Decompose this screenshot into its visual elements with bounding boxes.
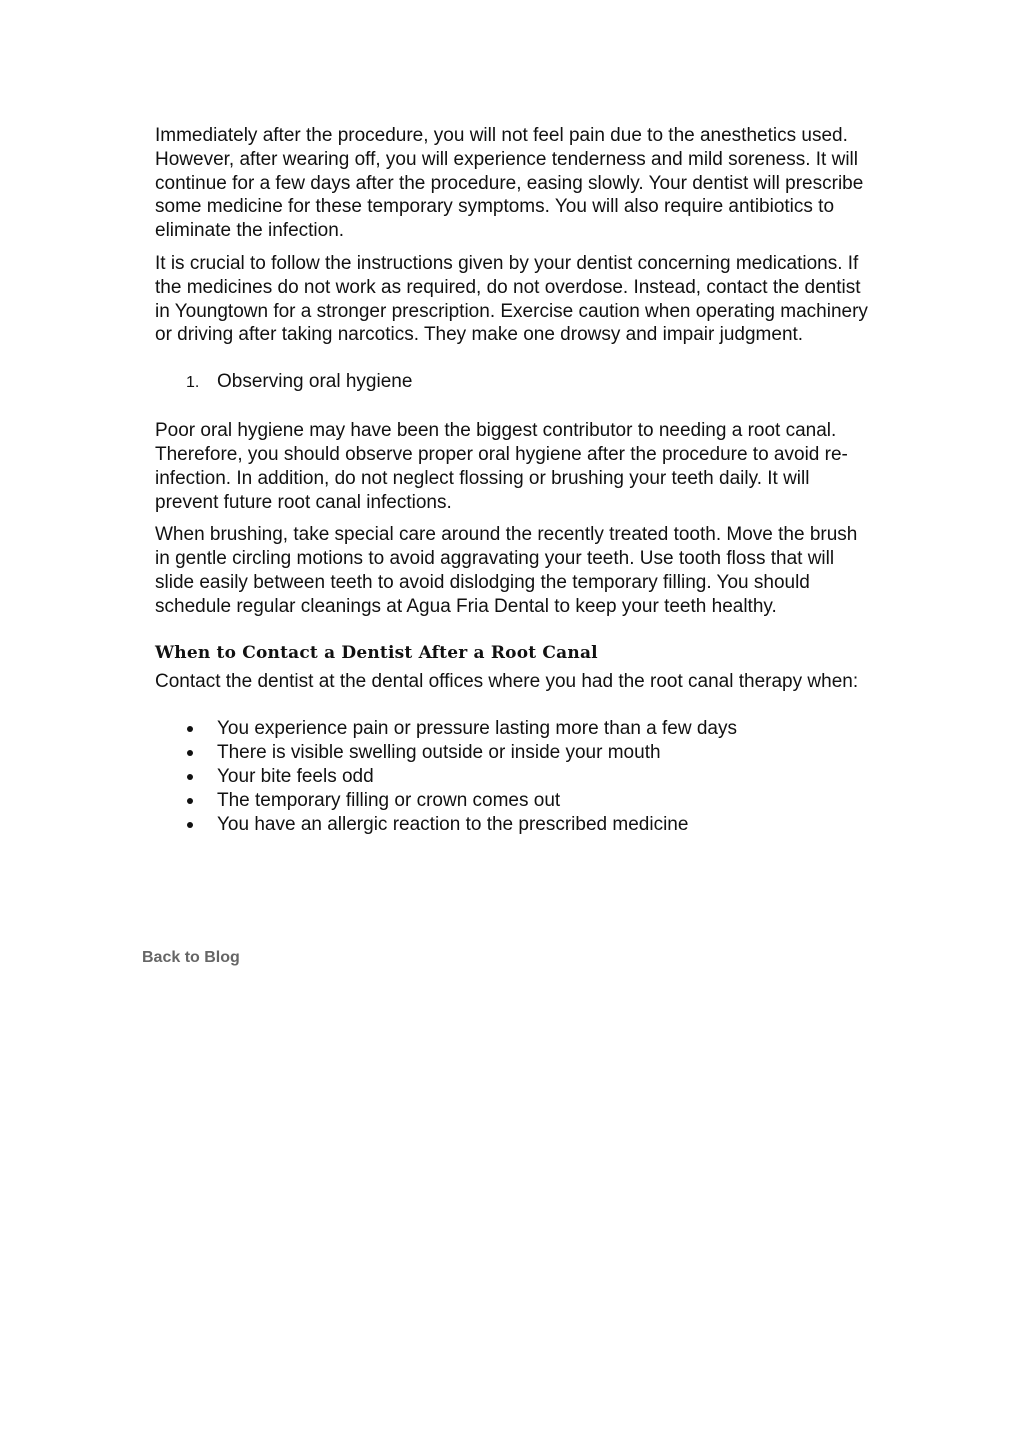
- list-item-text: You have an allergic reaction to the prescribed medicine: [217, 813, 689, 835]
- list-item-text: You experience pain or pressure lasting more than a few days: [217, 718, 737, 740]
- list-item-text: There is visible swelling outside or inside your mouth: [217, 742, 661, 764]
- bullet-icon: [187, 798, 193, 804]
- paragraph: Immediately after the procedure, you will not feel pain due to the anesthetics used. However, after wearing off, you will experience tenderness and mild soreness. It will continue for a few days after the procedure, easing slowly. Your dentist will prescribe some medicine for these temporary symptoms. You will also require antibiotics to eliminate the infection.: [155, 125, 864, 242]
- bullet-icon: [187, 726, 193, 732]
- paragraph: When brushing, take special care around the recently treated tooth. Move the brush in gentle circling motions to avoid aggravating your teeth. Use tooth floss that will slide easily between teeth to avoid dislodging the temporary filling. You should schedule regular cleanings at Agua Fria Dental to keep your teeth healthy.: [155, 524, 858, 617]
- list-item-text: Your bite feels odd: [217, 765, 374, 787]
- list-item: [155, 370, 875, 394]
- paragraph: Contact the dentist at the dental offices where you had the root canal therapy when:: [155, 670, 859, 692]
- paragraph: Poor oral hygiene may have been the biggest contributor to needing a root canal. Therefore, you should observe proper oral hygiene after the procedure to avoid re-infection. In addition, do not neglect flossing or brushing your teeth daily. It will prevent future root canal infections.: [155, 420, 848, 513]
- list-item: [155, 789, 875, 813]
- section-heading: When to Contact a Dentist After a Root Canal: [155, 642, 598, 663]
- bullet-list: [155, 717, 875, 836]
- article-body: [155, 124, 875, 836]
- list-item: [155, 765, 875, 789]
- paragraph: It is crucial to follow the instructions given by your dentist concerning medications. If the medicines do not work as required, do not overdose. Instead, contact the dentist in Youngtown for a stronger prescription. Exercise caution when operating machinery or driving after taking narcotics. They make one drowsy and impair judgment.: [155, 252, 868, 346]
- ordered-list: [155, 370, 875, 394]
- bullet-icon: [187, 750, 193, 756]
- list-item: [155, 813, 875, 837]
- bullet-icon: [187, 774, 193, 780]
- list-item-text: The temporary filling or crown comes out: [217, 789, 561, 811]
- bullet-icon: [187, 822, 193, 828]
- list-item: [155, 741, 875, 765]
- list-item-text: Observing oral hygiene: [217, 371, 413, 393]
- list-item: [155, 717, 875, 741]
- list-number: 1.: [186, 374, 200, 392]
- back-to-blog-link[interactable]: Back to Blog: [142, 949, 240, 966]
